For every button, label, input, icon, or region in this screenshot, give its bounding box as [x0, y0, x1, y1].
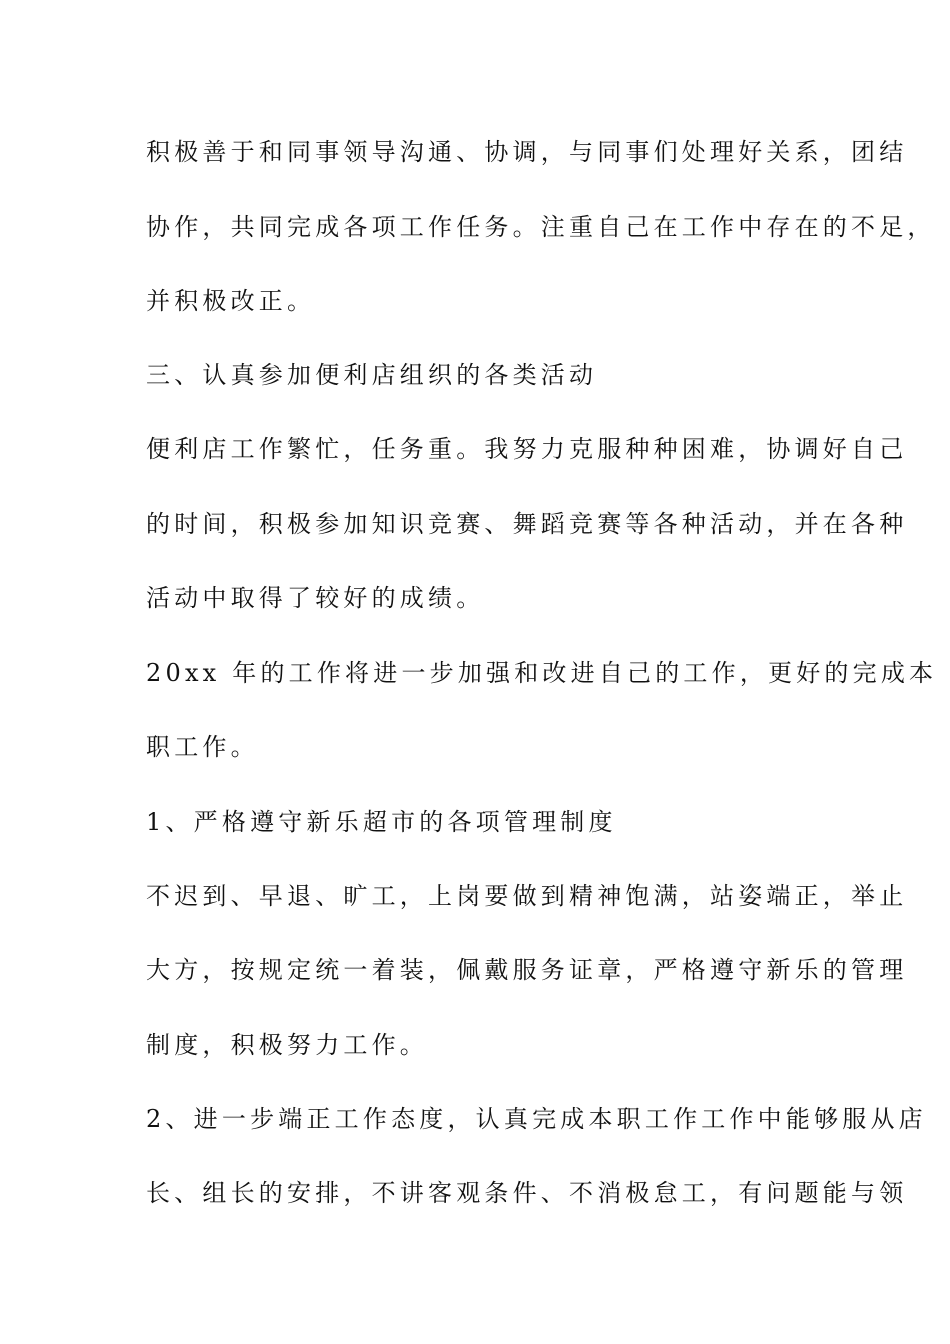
paragraph-line: 的时间，积极参加知识竞赛、舞蹈竞赛等各种活动，并在各种	[146, 510, 908, 538]
paragraph-line: 制度，积极努力工作。	[146, 1031, 428, 1059]
paragraph-line: 便利店工作繁忙，任务重。我努力克服种种困难，协调好自己	[146, 435, 908, 463]
paragraph-line: 20xx 年的工作将进一步加强和改进自己的工作，更好的完成本	[146, 659, 938, 687]
paragraph-line: 积极善于和同事领导沟通、协调，与同事们处理好关系，团结	[146, 138, 908, 166]
paragraph-line: 2、进一步端正工作态度，认真完成本职工作工作中能够服从店	[146, 1105, 927, 1133]
paragraph-line: 不迟到、早退、旷工，上岗要做到精神饱满，站姿端正，举止	[146, 882, 908, 910]
paragraph-line: 协作，共同完成各项工作任务。注重自己在工作中存在的不足，	[146, 213, 936, 241]
section-heading: 1、严格遵守新乐超市的各项管理制度	[146, 808, 617, 836]
paragraph-line: 活动中取得了较好的成绩。	[146, 584, 485, 612]
paragraph-line: 大方，按规定统一着装，佩戴服务证章，严格遵守新乐的管理	[146, 956, 908, 984]
paragraph-line: 并积极改正。	[146, 287, 316, 315]
section-heading: 三、认真参加便利店组织的各类活动	[146, 361, 598, 389]
paragraph-line: 长、组长的安排，不讲客观条件、不消极怠工，有问题能与领	[146, 1179, 908, 1207]
paragraph-line: 职工作。	[146, 733, 259, 761]
